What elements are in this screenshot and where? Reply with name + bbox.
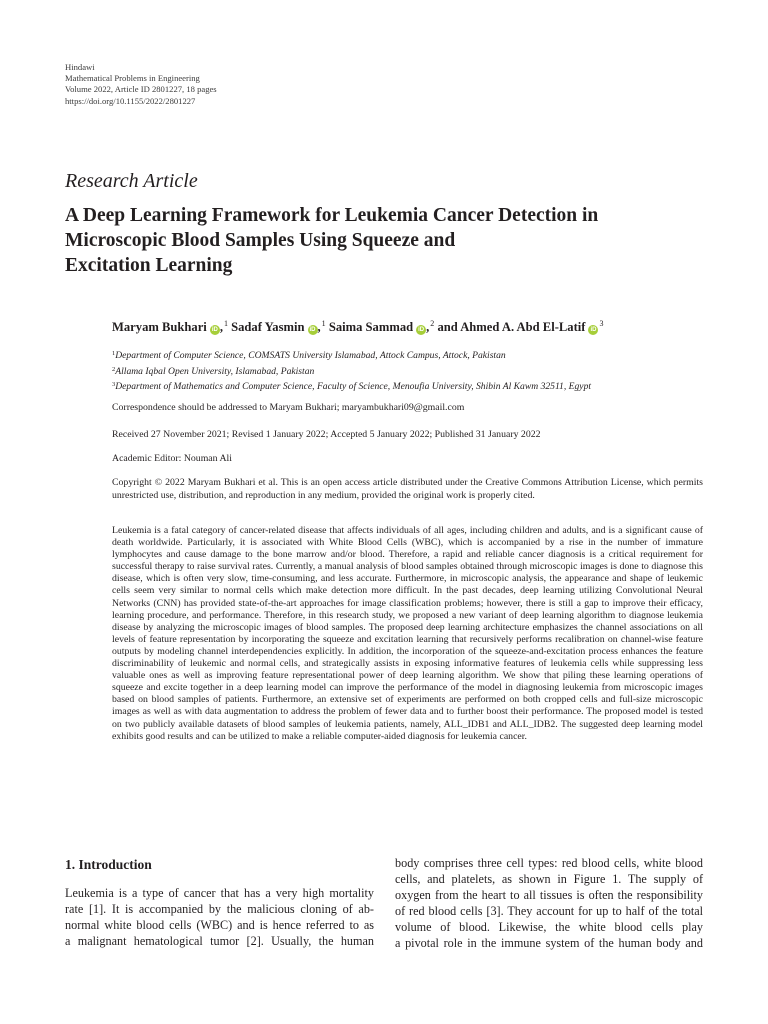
- academic-editor: Academic Editor: Nouman Ali: [112, 453, 232, 464]
- affiliation-marker: 2: [430, 319, 435, 328]
- text-line: normal white blood cells (WBC) and is hence referred to as: [65, 918, 374, 933]
- journal-name: Mathematical Problems in Engineering: [65, 73, 200, 84]
- article-type: Research Article: [65, 170, 198, 192]
- title-line: Excitation Learning: [65, 255, 233, 276]
- text-line: Leukemia is a type of cancer that has a very high mortality: [65, 886, 374, 900]
- author-list: Maryam Bukhari iD ,$^1$ Sadaf Yasmin iD ,$^1$ Saima Sammad iD ,$^2$ and Ahmed A. Abd El-Latif $iD^3$: [112, 319, 604, 334]
- orcid-icon[interactable]: iD: [211, 327, 218, 333]
- intro-right-column: [395, 855, 703, 952]
- text-line: volume of blood. Likewise, the white blood cells play: [395, 920, 703, 935]
- correspondence: Correspondence should be addressed to Maryam Bukhari; maryambukhari09@gmail.com: [112, 402, 465, 413]
- journal-header: [65, 62, 217, 107]
- text-line: a malignant hematological tumor [2]. Usually, the human: [65, 934, 374, 949]
- text-line: cells, and platelets, as shown in Figure 1. The supply of: [395, 872, 703, 887]
- paper-title: [65, 203, 715, 278]
- title-line: A Deep Learning Framework for Leukemia Cancer Detection in: [65, 205, 599, 226]
- publication-dates: Received 27 November 2021; Revised 1 January 2022; Accepted 5 January 2022; Published 31 January 2022: [112, 429, 541, 440]
- publisher-name: Hindawi: [65, 62, 95, 72]
- section-heading: 1. Introduction: [65, 857, 152, 872]
- orcid-icon[interactable]: iD: [590, 327, 597, 333]
- text-line: oxygen from the heart to all tissues is often the responsibility: [395, 888, 703, 903]
- intro-left-column: [65, 885, 374, 949]
- affiliation-list: [112, 347, 591, 394]
- text-line: a pivotal role in the immune system of the human body and: [395, 936, 703, 951]
- author-name: Saima Sammad: [328, 320, 414, 334]
- author-name: and Ahmed A. Abd El-Latif: [437, 320, 586, 334]
- text-line: rate [1]. It is accompanied by the malicious cloning of ab-: [65, 902, 374, 917]
- volume-info: Volume 2022, Article ID 2801227, 18 pages: [65, 84, 217, 95]
- affiliation-marker: 1: [223, 319, 228, 328]
- copyright-notice: Copyright © 2022 Maryam Bukhari et al. This is an open access article distributed under the Creative Commons Attribution License, which permits unrestricted use, distribution, and reproduction in any medium, provided the original work is properly cited.: [112, 477, 703, 501]
- affiliation-marker: 3: [599, 319, 604, 328]
- author-name: Sadaf Yasmin: [231, 320, 305, 334]
- affiliation: $^1$Department of Computer Science, COMSATS University Islamabad, Attock Campus, Attock, Pakistan: [112, 350, 506, 361]
- text-line: body comprises three cell types: red blood cells, white blood: [395, 856, 703, 870]
- affiliation-marker: 1: [321, 319, 326, 328]
- text-line: of red blood cells [3]. They account for up to half of the total: [395, 904, 703, 919]
- orcid-icon[interactable]: iD: [418, 327, 425, 333]
- orcid-icon[interactable]: iD: [309, 327, 316, 333]
- title-line: Microscopic Blood Samples Using Squeeze and: [65, 230, 456, 251]
- author-name: Maryam Bukhari: [112, 320, 207, 334]
- affiliation: $^3$Department of Mathematics and Computer Science, Faculty of Science, Menoufia University, Shibin Al Kawm 32511, Egypt: [112, 381, 592, 392]
- doi-link[interactable]: https://doi.org/10.1155/2022/2801227: [65, 95, 196, 106]
- abstract: Leukemia is a fatal category of cancer-related disease that affects individuals of all ages, including children and adults, and is a significant cause of death worldwide. Particularly, it is associated with White Blood Cells (WBC), which is accompanied by a rise in the number of immature lymphocytes and cause damage to the bone marrow and/or blood. Therefore, a rapid and reliable cancer diagnosis is a critical requirement for successful therapy to raise survival rates. Currently, a manual analysis of blood samples obtained through microscopic images is done to diagnose this disease, which is often very slow, time-consuming, and less accurate. Furthermore, in microscopic analysis, the appearance and shape of leukemic cells seem very similar to normal cells which make detection more difficult. In the past decades, deep learning utilizing Convolutional Neural Networks (CNN) has provided state-of-the-art approaches for image classification problems; however, there is still a gap to improve their efficacy, learning procedure, and performance. Therefore, in this research study, we proposed a new variant of deep learning algorithm to diagnose leukemia disease by analyzing the microscopic images of blood samples. The proposed deep learning architecture emphasizes the channel associations on all levels of feature representation by incorporating the squeeze and excitation learning that recursively performs recalibration on channel-wise feature outputs by modeling channel interdependencies explicitly. In addition, the incorporation of the squeeze-and-excitation process enhances the feature discriminability of leukemic and normal cells, and strategically assists in exposing informative features of leukemia cells while suppressing less valuable ones as well as improving feature representational power of deep learning algorithm. We show that piling these learning operations of squeeze and excite together in a deep learning model can improve the performance of the model in diagnosing leukemia from microscopic images based on blood samples of patients. Furthermore, an extensive set of experiments are performed on both cropped cells and full-size microscopic images as well as with data augmentation to address the problem of fewer data and to further boost their performance. The proposed model is tested on two publicly available datasets of blood samples of leukemia patients, namely, ALL_IDB1 and ALL_IDB2. The suggested deep learning model exhibits good results and can be utilized to make a reliable computer-aided diagnosis for leukemia cancer.: [112, 525, 703, 742]
- affiliation: $^2$Allama Iqbal Open University, Islamabad, Pakistan: [112, 365, 315, 377]
